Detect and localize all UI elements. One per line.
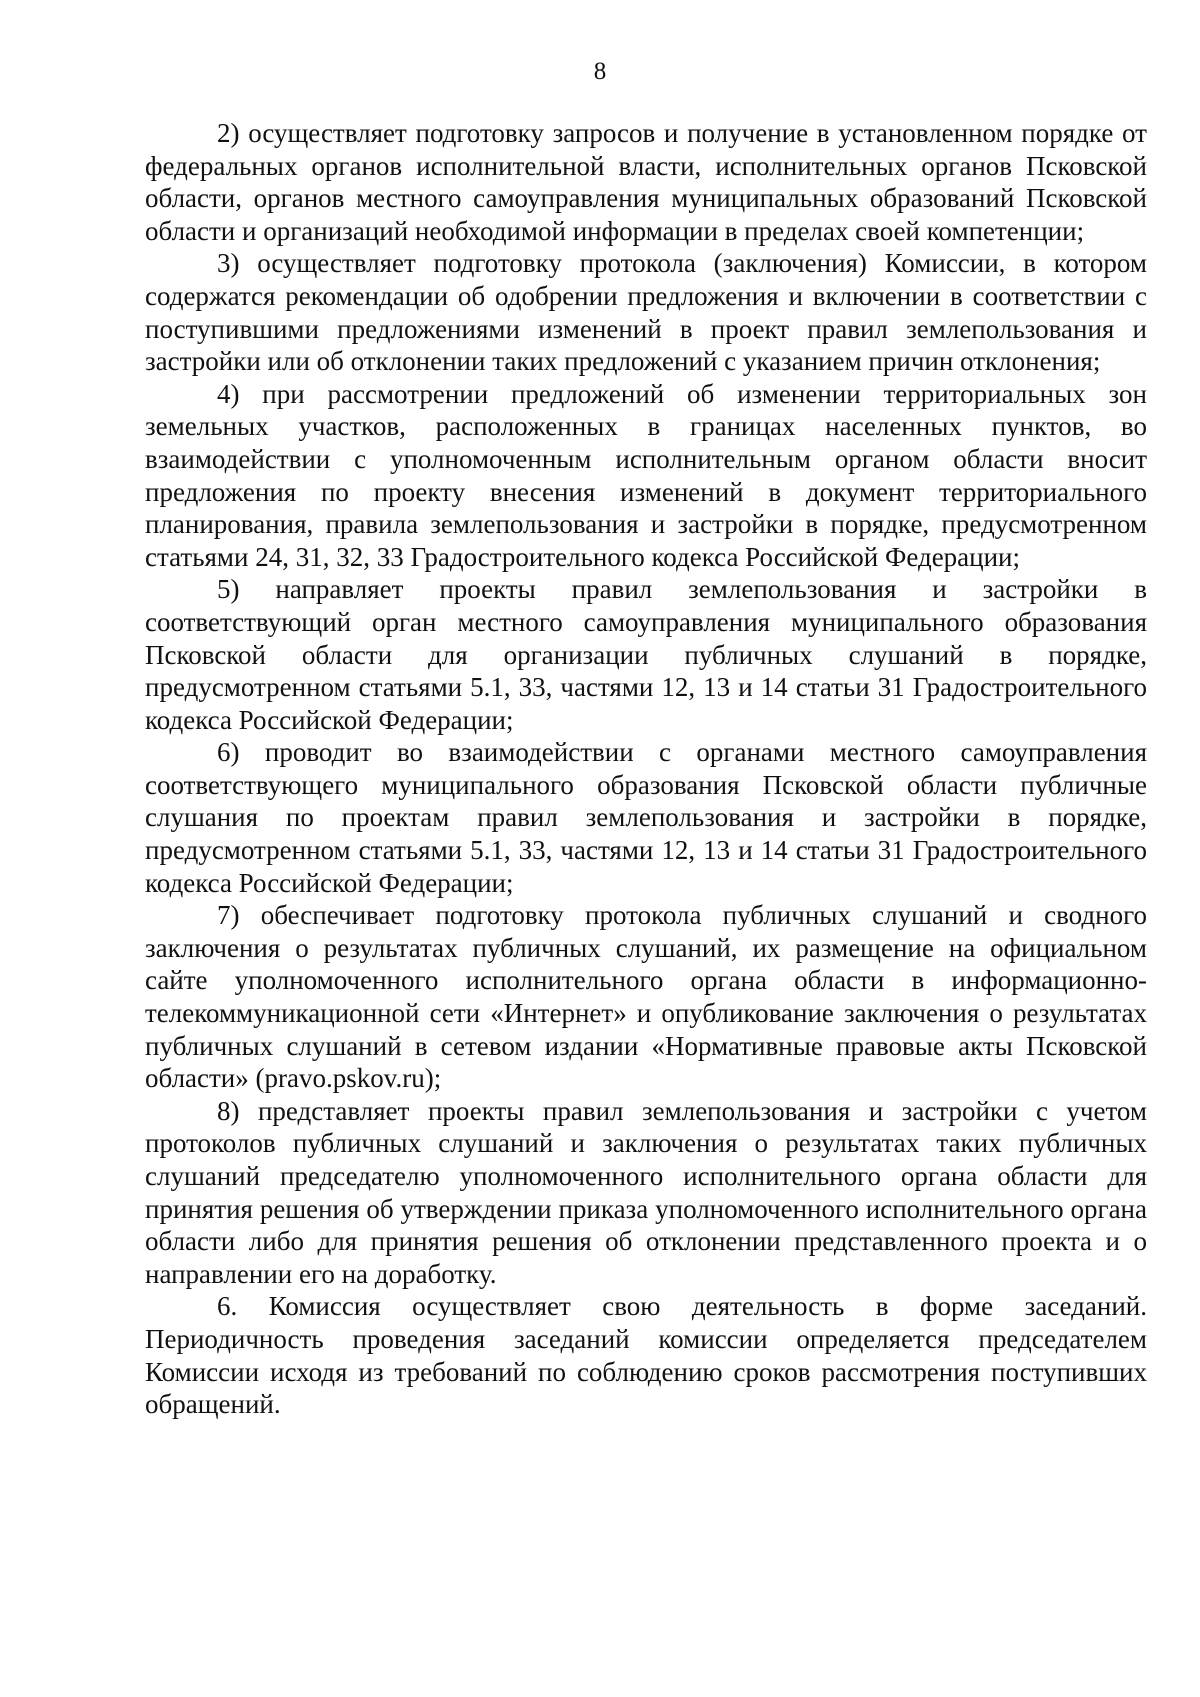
paragraph-item-8: 8) представляет проекты правил землепользования и застройки с учетом протоколов публичных слушаний и заключения о результатах таких публичных слушаний председателю уполномоченного исполнительного органа области для принятия решения об утверждении приказа уполномоченного исполнительного органа области либо для принятия решения об отклонении представленного проекта и о направлении его на доработку. [145,1095,1147,1289]
page-number: 8 [593,58,607,85]
paragraph-item-7: 7) обеспечивает подготовку протокола публичных слушаний и сводного заключения о результатах публичных слушаний, их размещение на официальном сайте уполномоченного исполнительного органа области в информационно-телекоммуникационной сети «Интернет» и опубликование заключения о результатах публичных слушаний в сетевом издании «Нормативные правовые акты Псковской области» (pravo.pskov.ru); [145,900,1147,1094]
paragraph-item-5: 5) направляет проекты правил землепользования и застройки в соответствующий орган местного самоуправления муниципального образования Псковской области для организации публичных слушаний в порядке, предусмотренном статьями 5.1, 33, частями 12, 13 и 14 статьи 31 Градостроительного кодекса Российской Федерации; [145,574,1147,735]
paragraph-item-4: 4) при рассмотрении предложений об изменении территориальных зон земельных участков, расположенных в границах населенных пунктов, во взаимодействии с уполномоченным исполнительным органом области вносит предложения по проекту внесения изменений в документ территориального планирования, правила землепользования и застройки в порядке, предусмотренном статьями 24, 31, 32, 33 Градостроительного кодекса Российской Федерации; [145,378,1147,572]
paragraph-item-2: 2) осуществляет подготовку запросов и получение в установленном порядке от федеральных органов исполнительной власти, исполнительных органов Псковской области, органов местного самоуправления муниципальных образований Псковской области и организаций необходимой информации в пределах своей компетенции; [145,118,1147,246]
paragraph-section-6: 6. Комиссия осуществляет свою деятельность в форме заседаний. Периодичность проведения заседаний комиссии определяется председателем Комиссии исходя из требований по соблюдению сроков рассмотрения поступивших обращений. [145,1291,1147,1420]
document-body [145,117,1147,1421]
paragraph-item-3: 3) осуществляет подготовку протокола (заключения) Комиссии, в котором содержатся рекомендации об одобрении предложения и включении в соответствии с поступившими предложениями изменений в проект правил землепользования и застройки или об отклонении таких предложений с указанием причин отклонения; [145,248,1147,377]
paragraph-item-6: 6) проводит во взаимодействии с органами местного самоуправления соответствующего муниципального образования Псковской области публичные слушания по проектам правил землепользования и застройки в порядке, предусмотренном статьями 5.1, 33, частями 12, 13 и 14 статьи 31 Градостроительного кодекса Российской Федерации; [145,737,1147,898]
